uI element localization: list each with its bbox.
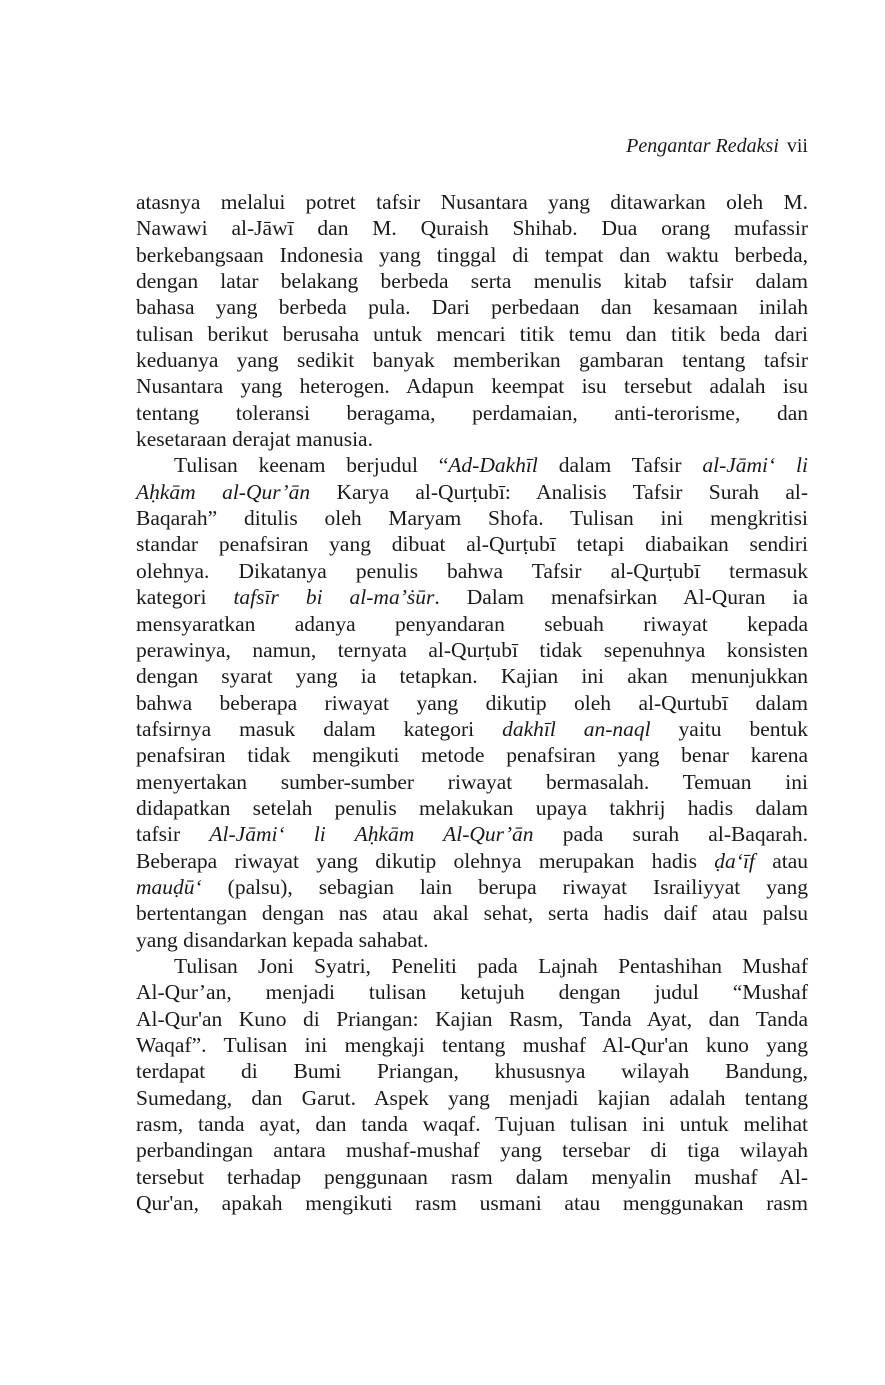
running-head-title: Pengantar Redaksi [626,135,779,157]
text-line: tafsirnya masuk dalam kategori dakhīl an-naql yaitu bentuk [136,716,808,741]
text-line: bahwa beberapa riwayat yang dikutip oleh al-Qurtubī dalam [136,690,808,715]
text-line: dengan syarat yang ia tetapkan. Kajian ini akan menunjukkan [136,664,808,689]
text-line: menyertakan sumber-sumber riwayat bermasalah. Temuan ini [136,769,808,794]
text-line: kategori tafsīr bi al-ma’ṡūr. Dalam menafsirkan Al-Quran ia [136,585,808,610]
text-line: Al-Qur'an Kuno di Priangan: Kajian Rasm, Tanda Ayat, dan Tanda [136,1006,808,1031]
text-line: olehnya. Dikatanya penulis bahwa Tafsir al-Qurṭubī termasuk [136,558,808,583]
body-text [136,189,808,1216]
text-line: perbandingan antara mushaf-mushaf yang tersebar di tiga wilayah [136,1138,808,1163]
text-line: Nusantara yang heterogen. Adapun keempat isu tersebut adalah isu [136,374,808,399]
text-line: tersebut terhadap penggunaan rasm dalam menyalin mushaf Al- [136,1164,808,1189]
text-line: keduanya yang sedikit banyak memberikan gambaran tentang tafsir [136,348,808,373]
text-line: Qur'an, apakah mengikuti rasm usmani atau menggunakan rasm [136,1191,808,1216]
text-line: perawinya, namun, ternyata al-Qurṭubī tidak sepenuhnya konsisten [136,637,808,662]
running-head [136,132,808,160]
text-line: tentang toleransi beragama, perdamaian, anti-terorisme, dan [136,400,808,425]
text-line: didapatkan setelah penulis melakukan upaya takhrij hadis dalam [136,795,808,820]
text-line: mauḍū‘ (palsu), sebagian lain berupa riwayat Israiliyyat yang [136,874,808,899]
text-line: yang disandarkan kepada sahabat. [136,927,429,952]
text-line: atasnya melalui potret tafsir Nusantara yang ditawarkan oleh M. [136,190,808,214]
text-line: Al-Qur’an, menjadi tulisan ketujuh dengan judul “Mushaf [136,980,808,1005]
text-line: tulisan berikut berusaha untuk mencari titik temu dan titik beda dari [136,321,808,346]
text-line: Aḥkām al-Qur’ān Karya al-Qurṭubī: Analisis Tafsir Surah al- [136,479,809,504]
text-line: berkebangsaan Indonesia yang tinggal di tempat dan waktu berbeda, [136,242,808,267]
text-line: Beberapa riwayat yang dikutip olehnya merupakan hadis ḍa‘īf atau [136,848,808,873]
text-line: tafsir Al-Jāmi‘ li Aḥkām Al-Qur’ān pada surah al-Baqarah. [136,822,808,847]
text-line: bertentangan dengan nas atau akal sehat, serta hadis daif atau palsu [136,901,808,926]
text-line: Sumedang, dan Garut. Aspek yang menjadi kajian adalah tentang [136,1085,808,1110]
text-line: Waqaf”. Tulisan ini mengkaji tentang mushaf Al-Qur'an kuno yang [136,1033,808,1057]
text-line: Tulisan Joni Syatri, Peneliti pada Lajnah Pentashihan Mushaf [174,953,808,978]
text-line: mensyaratkan adanya penyandaran sebuah riwayat kepada [136,611,808,636]
text-line: kesetaraan derajat manusia. [136,427,373,452]
text-line: rasm, tanda ayat, dan tanda waqaf. Tujuan tulisan ini untuk melihat [136,1112,808,1137]
page-number: vii [786,135,808,157]
text-line: dengan latar belakang berbeda serta menulis kitab tafsir dalam [136,269,808,294]
text-line: terdapat di Bumi Priangan, khususnya wilayah Bandung, [136,1059,808,1084]
text-line: Nawawi al-Jāwī dan M. Quraish Shihab. Dua orang mufassir [136,216,808,241]
text-line: Tulisan keenam berjudul “Ad-Dakhīl dalam Tafsir al-Jāmi‘ li [174,453,808,478]
text-line: Baqarah” ditulis oleh Maryam Shofa. Tulisan ini mengkritisi [136,506,808,531]
text-line: penafsiran tidak mengikuti metode penafsiran yang benar karena [136,743,808,768]
text-line: bahasa yang berbeda pula. Dari perbedaan dan kesamaan inilah [136,295,808,320]
text-line: standar penafsiran yang dibuat al-Qurṭubī tetapi diabaikan sendiri [136,532,808,557]
